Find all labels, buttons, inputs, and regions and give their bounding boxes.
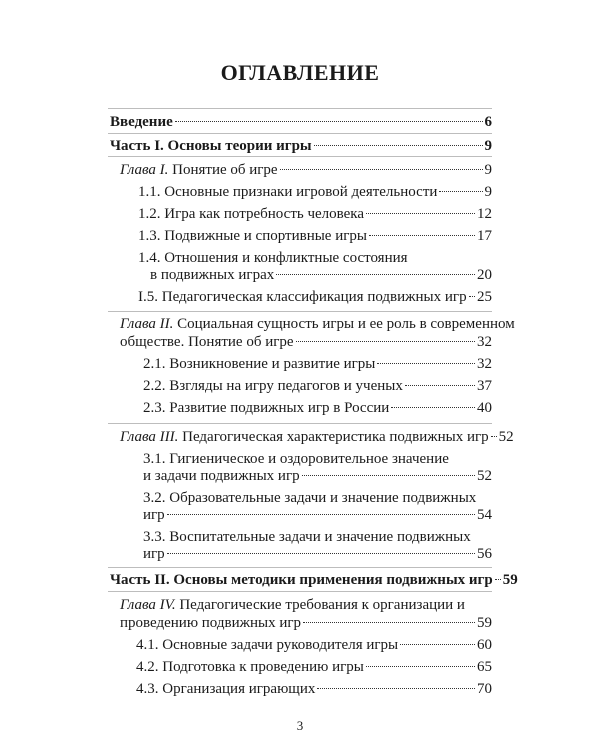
toc-entry-s43[interactable] — [136, 680, 492, 698]
toc-entry-label: 4.2. Подготовка к проведению игры — [136, 659, 364, 675]
toc-entry-label: обществе. Понятие об игре — [120, 334, 294, 350]
toc-entry-label: I.5. Педагогическая классификация подвижных игр — [138, 289, 467, 305]
dot-leader — [439, 191, 482, 192]
chapter-prefix: Глава III. — [120, 429, 179, 445]
toc-entry-label: Педагогические требования к организации и — [175, 597, 465, 613]
toc-entry-label: в подвижных играх — [150, 267, 275, 283]
toc-entry-page: 12 — [477, 206, 492, 222]
toc-entry-page: 70 — [477, 681, 492, 697]
toc-entry-page: 52 — [498, 429, 514, 445]
chapter-prefix: Глава I. — [120, 162, 169, 178]
toc-entry-label: игр — [143, 507, 165, 523]
toc-entry-s12[interactable] — [138, 205, 492, 223]
toc-entry-s11[interactable] — [138, 183, 492, 201]
toc-entry-s13[interactable] — [138, 227, 492, 245]
toc-entry-s32[interactable] — [143, 506, 492, 524]
toc-entry-label: и задачи подвижных игр — [143, 468, 300, 484]
toc-entry-s32-line1[interactable]: 3.2. Образовательные задачи и значение подвижных — [143, 490, 477, 506]
separator-line — [108, 133, 492, 134]
toc-entry-page: 17 — [477, 228, 492, 244]
toc-entry-ch2[interactable] — [120, 333, 492, 351]
toc-entry-page: 59 — [502, 572, 518, 588]
chapter-prefix: Глава IV. — [120, 597, 176, 613]
separator-line — [108, 156, 492, 157]
toc-entry-intro[interactable] — [110, 113, 492, 131]
toc-entry-ch1[interactable] — [120, 161, 492, 179]
toc-entry-s31[interactable] — [143, 467, 492, 485]
dot-leader — [303, 622, 475, 623]
toc-entry-page: 59 — [477, 615, 492, 631]
toc-entry-page: 65 — [477, 659, 492, 675]
page-title: ОГЛАВЛЕНИЕ — [220, 60, 380, 85]
toc-entry-label: 1.1. Основные признаки игровой деятельности — [138, 184, 438, 200]
toc-entry-part1[interactable] — [110, 137, 492, 155]
dot-leader — [276, 274, 475, 275]
dot-leader — [405, 385, 475, 386]
dot-leader — [366, 213, 475, 214]
toc-entry-page: 54 — [477, 507, 492, 523]
separator-line — [108, 423, 492, 424]
separator-line — [108, 567, 492, 568]
toc-entry-page: 9 — [484, 162, 492, 178]
toc-entry-label: 4.3. Организация играющих — [136, 681, 316, 697]
toc-entry-label: Понятие об игре — [168, 162, 278, 178]
toc-entry-page: 32 — [477, 356, 492, 372]
toc-entry-label: 2.3. Развитие подвижных игр в России — [143, 400, 390, 416]
toc-entry-page: 9 — [484, 184, 492, 200]
dot-leader — [167, 514, 475, 515]
toc-entry-s21[interactable] — [143, 355, 492, 373]
toc-entry-label: проведению подвижных игр — [120, 615, 302, 631]
toc-entry-page: 6 — [484, 114, 492, 130]
dot-leader — [400, 644, 475, 645]
dot-leader — [175, 121, 483, 122]
dot-leader — [495, 579, 501, 580]
dot-leader — [469, 296, 475, 297]
toc-entry-label: 2.2. Взгляды на игру педагогов и ученых — [143, 378, 403, 394]
toc-entry-s14[interactable] — [150, 266, 492, 284]
separator-line — [108, 591, 492, 592]
toc-entry-s23[interactable] — [143, 399, 492, 417]
toc-entry-page: 32 — [477, 334, 492, 350]
toc-entry-label: Социальная сущность игры и ее роль в современном — [173, 316, 515, 332]
toc-entry-page: 40 — [477, 400, 492, 416]
toc-entry-label: Педагогическая характеристика подвижных игр — [178, 429, 489, 445]
toc-entry-label: Часть II. Основы методики применения подвижных игр — [110, 572, 493, 588]
toc-entry-label: 1.2. Игра как потребность человека — [138, 206, 365, 222]
toc-entry-label: Введение — [110, 114, 173, 130]
separator-line — [108, 108, 492, 109]
dot-leader — [302, 475, 475, 476]
toc-entry-label: 4.1. Основные задачи руководителя игры — [136, 637, 399, 653]
toc-entry-s41[interactable] — [136, 636, 492, 654]
page-number: 3 — [296, 718, 304, 733]
dot-leader — [314, 145, 483, 146]
toc-entry-ch3[interactable] — [120, 428, 514, 446]
separator-line — [108, 311, 492, 312]
toc-entry-page: 37 — [477, 378, 492, 394]
toc-entry-s31-line1[interactable]: 3.1. Гигиеническое и оздоровительное значение — [143, 451, 449, 467]
toc-entry-s22[interactable] — [143, 377, 492, 395]
toc-entry-s42[interactable] — [136, 658, 492, 676]
toc-entry-s14-line1[interactable]: 1.4. Отношения и конфликтные состояния — [138, 250, 408, 266]
chapter-prefix: Глава II. — [120, 316, 174, 332]
dot-leader — [391, 407, 475, 408]
dot-leader — [296, 341, 475, 342]
toc-entry-s33-line1[interactable]: 3.3. Воспитательные задачи и значение подвижных — [143, 529, 471, 545]
toc-entry-s33[interactable] — [143, 545, 492, 563]
toc-entry-page: 60 — [477, 637, 492, 653]
toc-entry-page: 56 — [477, 546, 492, 562]
toc-entry-label: Часть I. Основы теории игры — [110, 138, 312, 154]
toc-entry-page: 9 — [484, 138, 492, 154]
toc-entry-page: 52 — [477, 468, 492, 484]
toc-entry-s15[interactable] — [138, 288, 492, 306]
dot-leader — [280, 169, 483, 170]
toc-entry-page: 20 — [477, 267, 492, 283]
toc-entry-ch4[interactable] — [120, 614, 492, 632]
dot-leader — [491, 436, 497, 437]
dot-leader — [377, 363, 475, 364]
dot-leader — [317, 688, 475, 689]
toc-entry-label: 2.1. Возникновение и развитие игры — [143, 356, 376, 372]
toc-entry-ch2-line1[interactable] — [120, 315, 515, 333]
toc-entry-part2[interactable] — [110, 571, 518, 589]
toc-entry-ch4-line1[interactable] — [120, 596, 465, 614]
dot-leader — [366, 666, 475, 667]
toc-entry-label: 1.3. Подвижные и спортивные игры — [138, 228, 367, 244]
dot-leader — [167, 553, 475, 554]
toc-entry-label: игр — [143, 546, 165, 562]
toc-entry-page: 25 — [477, 289, 492, 305]
dot-leader — [369, 235, 475, 236]
